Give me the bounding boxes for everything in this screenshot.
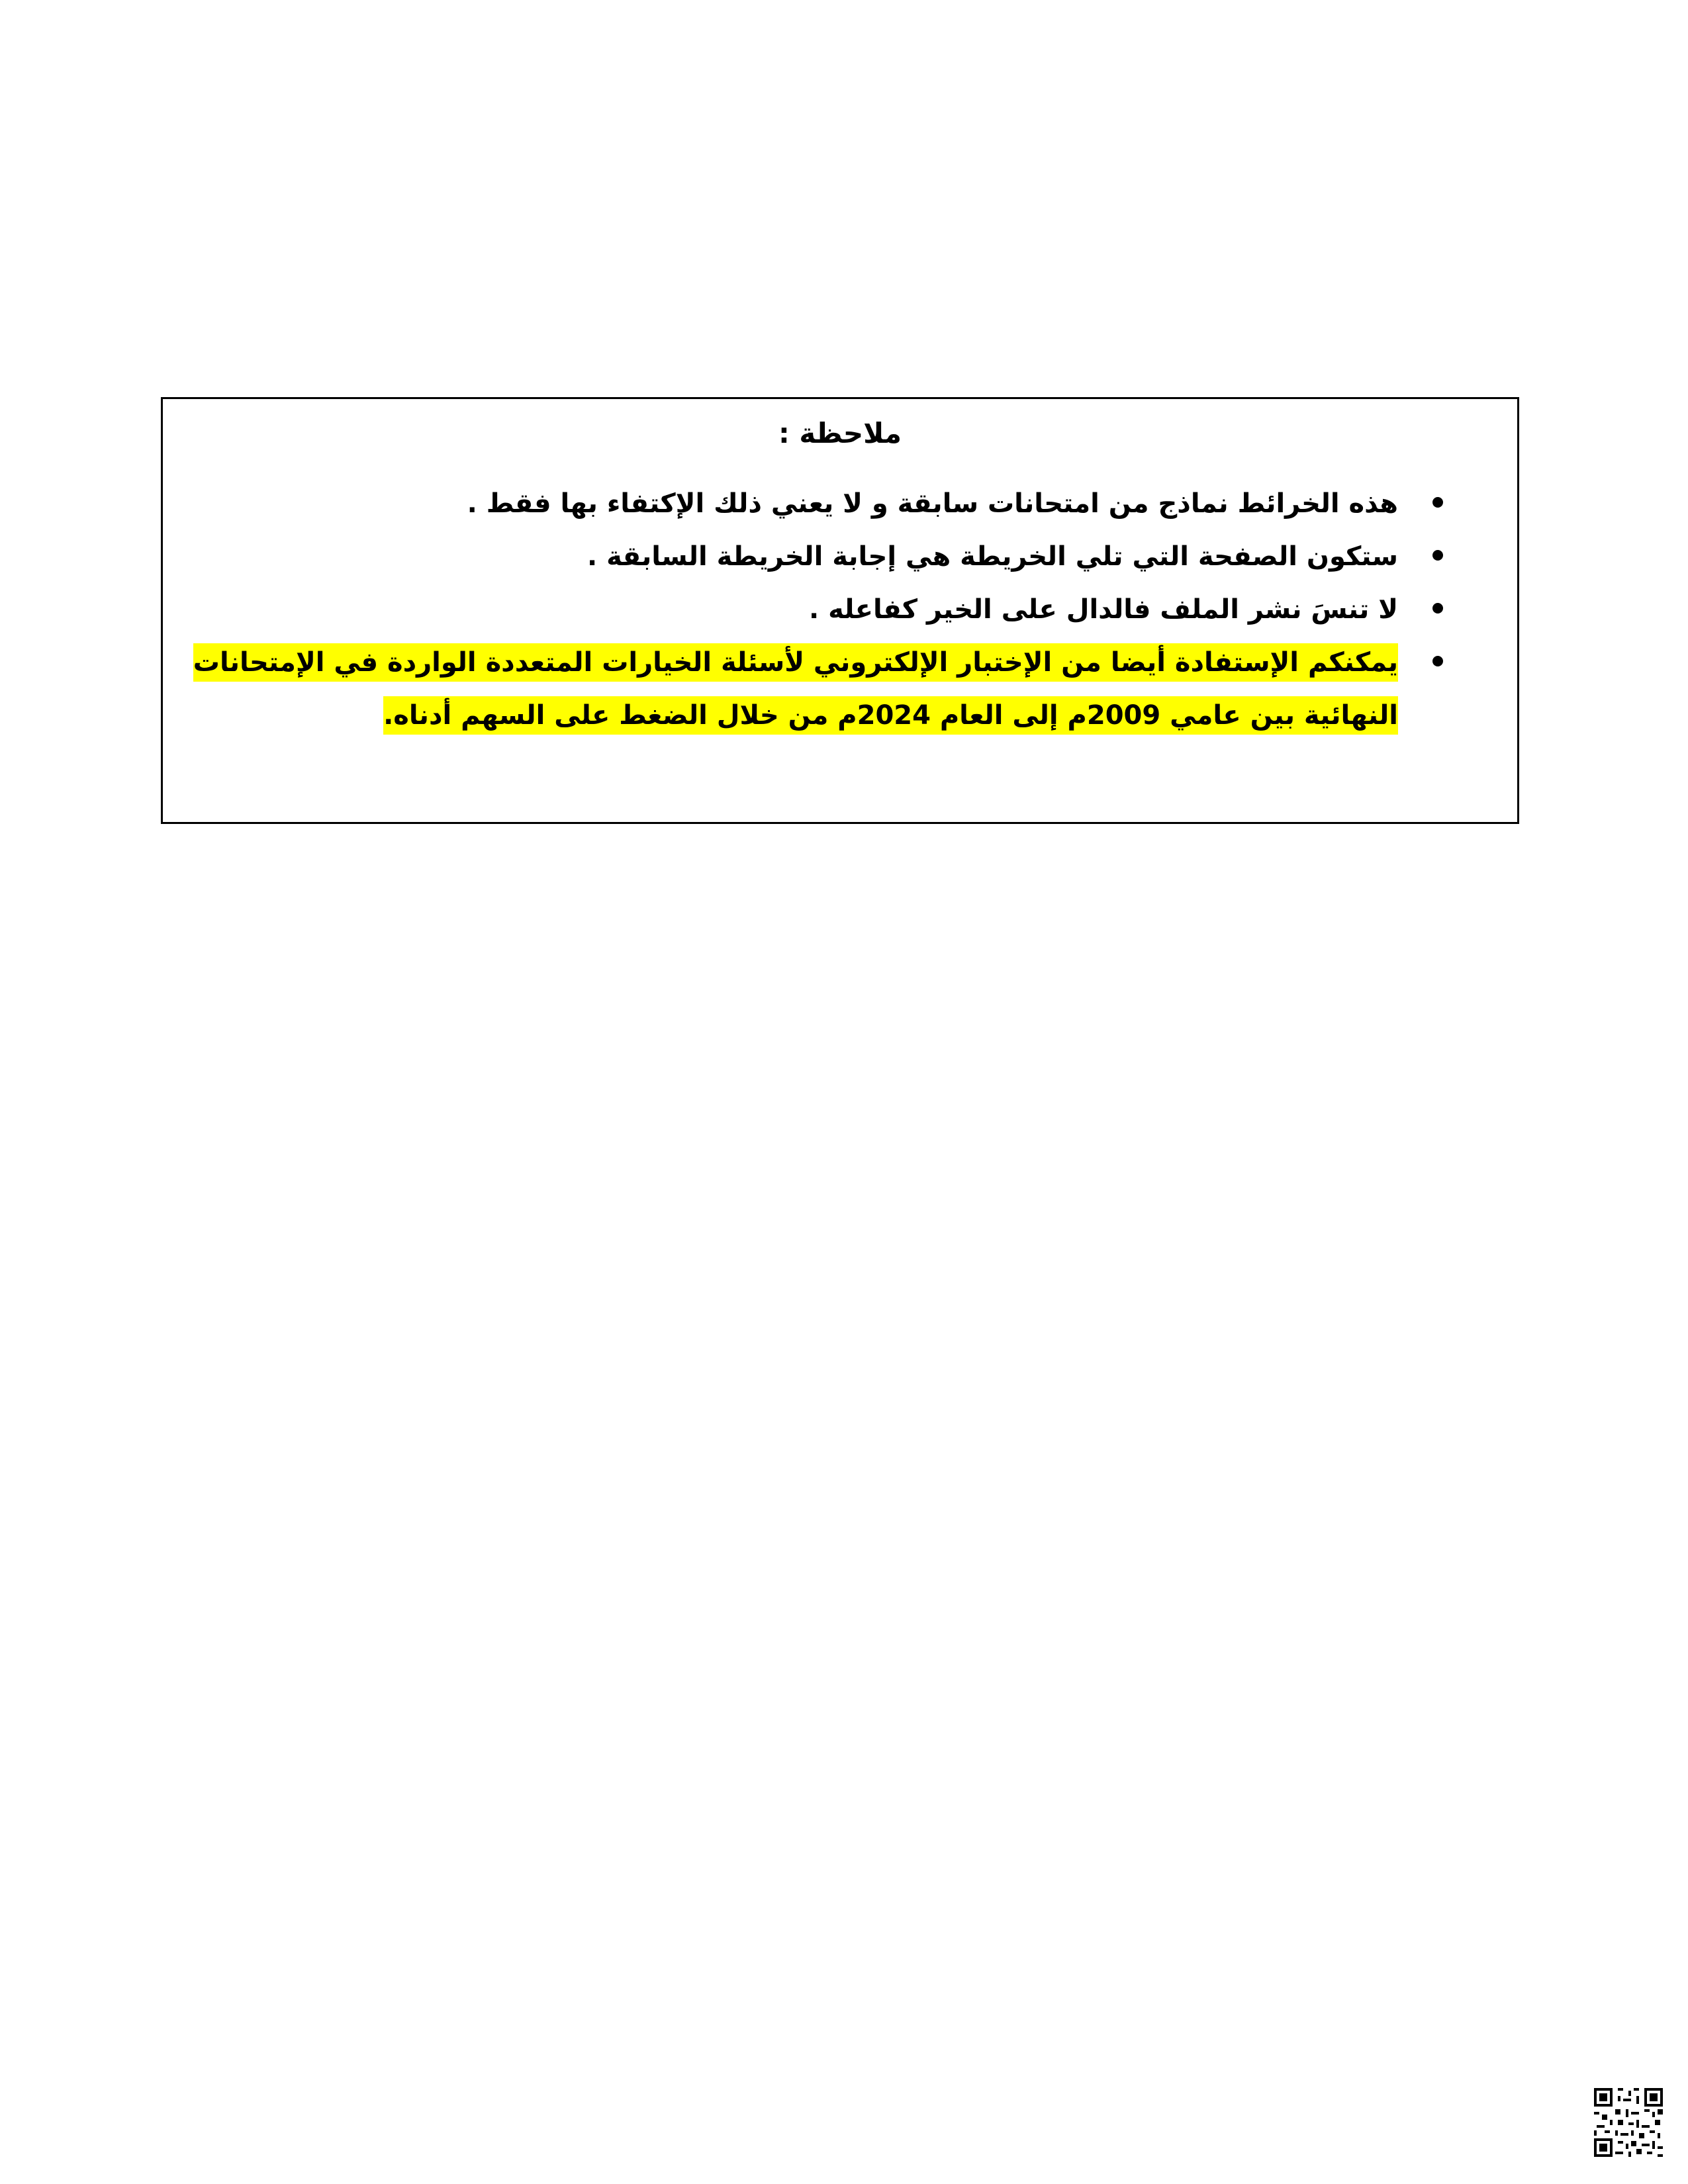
note-item-text: هذه الخرائط نماذج من امتحانات سابقة و لا يعني ذلك الإكتفاء بها فقط . (467, 488, 1398, 519)
note-list (163, 477, 1517, 742)
note-box (161, 397, 1519, 824)
note-title: ملاحظة : (778, 417, 902, 449)
list-item (163, 477, 1517, 530)
note-item-text: ستكون الصفحة التي تلي الخريطة هي إجابة الخريطة السابقة . (587, 541, 1398, 572)
bullet-icon (1432, 550, 1443, 561)
qr-code-icon[interactable] (1594, 2088, 1663, 2157)
list-item-highlighted (163, 636, 1517, 742)
bullet-icon (1432, 497, 1443, 508)
bullet-icon (1432, 656, 1443, 666)
bullet-icon (1432, 603, 1443, 614)
list-item (163, 583, 1517, 636)
note-item-text: لا تنسَ نشر الملف فالدال على الخير كفاعله . (808, 594, 1398, 625)
highlighted-note-text: يمكنكم الإستفادة أيضا من الإختبار الإلكتروني لأسئلة الخيارات المتعددة الواردة في الإمتحانات النهائية بين عامي 2009م إلى العام 2024م من خلال الضغط على السهم أدناه. (193, 643, 1398, 735)
list-item (163, 530, 1517, 583)
